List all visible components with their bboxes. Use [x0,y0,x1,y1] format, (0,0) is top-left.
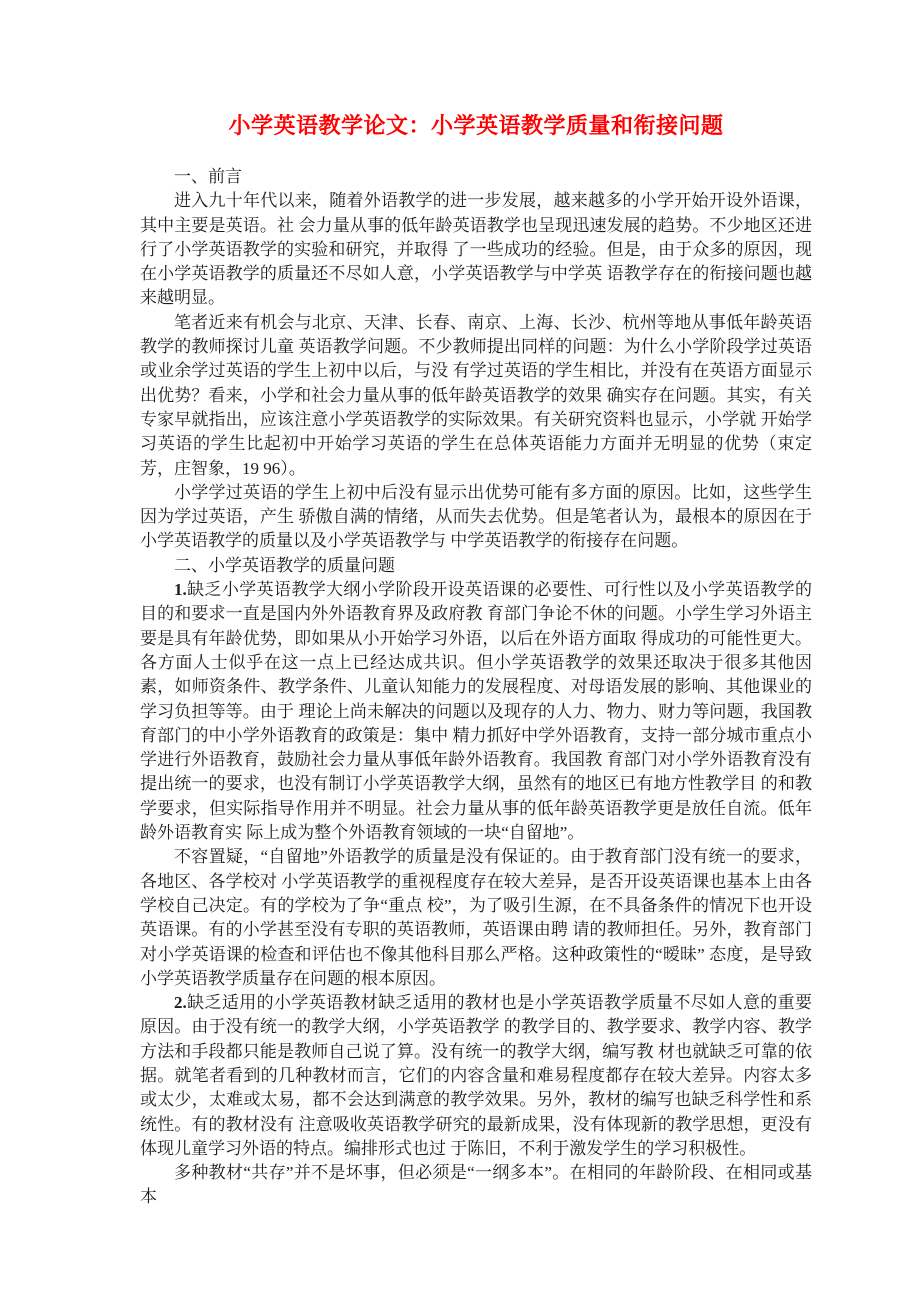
paragraph [140,991,812,1161]
paragraph-text: 二、小学英语教学的质量问题 [174,555,395,575]
paragraph-text: 一、前言 [174,167,242,186]
paragraph [140,311,812,481]
paragraph-text: 不容置疑，“自留地”外语教学的质量是没有保证的。由于教育部门没有统一的要求，各地区、各学校对 小学英语教学的重视程度存在较大差异，是否开设英语课也基本上由各学校自己决定。有的学校为了争“重点 校”，为了吸引生源，在不具备条件的情况下也开设英语课。有的小学甚至没有专职的英语教师，英语课由聘 请的教师担任。另外，教育部门对小学英语课的检查和评估也不像其他科目那么严格。这种政策性的“暧昧” 态度，是导致小学英语教学质量存在问题的根本原因。 [140,847,812,988]
paragraph-text: 缺乏适用的小学英语教材缺乏适用的教材也是小学英语教学质量不尽如人意的重要原因。由于没有统一的教学大纲，小学英语教学 的教学目的、教学要求、教学内容、教学方法和手段都只能是教师自己说了算。没有统一的教学大纲，编写教 材也就缺乏可靠的依据。就笔者看到的几种教材而言，它们的内容含量和难易程度都存在较大差异。内容太多 或太少，太难或太易，都不会达到满意的教学效果。另外，教材的编写也缺乏科学性和系统性。有的教材没有 注意吸收英语教学研究的最新成果，没有体现新的教学思想，更没有体现儿童学习外语的特点。编排形式也过 于陈旧，不利于激发学生的学习积极性。 [140,993,812,1158]
paragraph [140,1161,812,1210]
paragraph [140,845,812,991]
document-title: 小学英语教学论文：小学英语教学质量和衔接问题 [228,113,724,138]
section-heading [140,165,812,189]
paragraph-text: 进入九十年代以来，随着外语教学的进一步发展，越来越多的小学开始开设外语课，其中主要是英语。社 会力量从事的低年龄英语教学也呈现迅速发展的趋势。不少地区还进行了小学英语教学的实验和研究，并取得 了一些成功的经验。但是，由于众多的原因，现在小学英语教学的质量还不尽如人意，小学英语教学与中学英 语教学存在的衔接问题也越来越明显。 [140,191,812,308]
item-number: 2. [174,993,187,1013]
paragraph-text: 缺乏小学英语教学大纲小学阶段开设英语课的必要性、可行性以及小学英语教学的目的和要求一直是国内外外语教育界及政府教 育部门争论不休的问题。小学生学习外语主要是具有年龄优势，即如果从小开始学习外语，以后在外语方面取 得成功的可能性更大。各方面人士似乎在这一点上已经达成共识。但小学英语教学的效果还取决于很多其他因 素，如师资条件、教学条件、儿童认知能力的发展程度、对母语发展的影响、其他课业的学习负担等等。由于 理论上尚未解决的问题以及现存的人力、物力、财力等问题，我国教育部门的中小学外语教育的政策是：集中 精力抓好中学外语教育，支持一部分城市重点小学进行外语教育，鼓励社会力量从事低年龄外语教育。我国教 育部门对小学外语教育没有提出统一的要求，也没有制订小学英语教学大纲，虽然有的地区已有地方性教学目 的和教学要求，但实际指导作用并不明显。社会力量从事的低年龄英语教学更是放任自流。低年龄外语教育实 际上成为整个外语教育领域的一块“自留地”。 [140,580,812,843]
paragraph-text: 小学学过英语的学生上初中后没有显示出优势可能有多方面的原因。比如，这些学生因为学过英语，产生 骄傲自满的情绪，从而失去优势。但是笔者认为，最根本的原因在于小学英语教学的质量以及小学英语教学与 中学英语教学的衔接存在问题。 [140,482,812,551]
section-heading [140,554,812,578]
paragraph [140,481,812,554]
paragraph [140,189,812,310]
paragraph [140,578,812,845]
document-body [140,165,812,1210]
item-number: 1. [174,580,187,600]
paragraph-text: 多种教材“共存”并不是坏事，但必须是“一纲多本”。在相同的年龄阶段、在相同或基本 [140,1163,812,1207]
paragraph-text: 笔者近来有机会与北京、天津、长春、南京、上海、长沙、杭州等地从事低年龄英语教学的教师探讨儿童 英语教学问题。不少教师提出同样的问题：为什么小学阶段学过英语或业余学过英语的学生上初中以后，与没 有学过英语的学生相比，并没有在英语方面显示出优势？看来，小学和社会力量从事的低年龄英语教学的效果 确实存在问题。其实，有关专家早就指出，应该注意小学英语教学的实际效果。有关研究资料也显示，小学就 开始学习英语的学生比起初中开始学习英语的学生在总体英语能力方面并无明显的优势（束定芳，庄智象，19 96）。 [140,312,812,478]
